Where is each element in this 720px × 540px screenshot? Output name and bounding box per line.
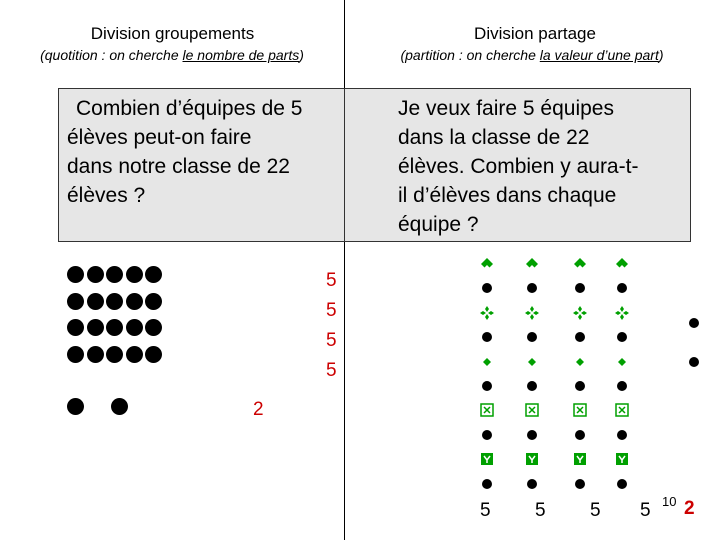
small-diamond-icon — [573, 355, 587, 369]
small-diamond-icon — [525, 355, 539, 369]
four-diamond-icon — [480, 306, 494, 320]
right-question-line: dans la classe de 22 — [398, 126, 590, 149]
student-dot — [482, 479, 492, 489]
left-subtitle-pre: (quotition : on cherche — [40, 47, 183, 63]
remainder-dot — [111, 398, 128, 415]
left-remainder: 2 — [253, 399, 264, 420]
student-dot — [617, 332, 627, 342]
right-title: Division partage — [474, 24, 596, 43]
student-dot — [87, 346, 104, 363]
student-dot — [527, 283, 537, 293]
right-remainder: 2 — [684, 498, 695, 519]
boxed-x-icon — [615, 403, 629, 417]
group-label: 5 — [326, 270, 337, 291]
left-question — [59, 89, 344, 210]
remainder-dot — [689, 357, 699, 367]
four-diamond-icon — [615, 306, 629, 320]
left-question-line: élèves ? — [67, 184, 146, 207]
diamond-arrow-icon — [615, 257, 629, 271]
right-question-line: équipe ? — [398, 213, 479, 236]
boxed-x-icon — [525, 403, 539, 417]
boxed-y-icon — [480, 452, 494, 466]
boxed-y-icon — [573, 452, 587, 466]
diamond-arrow-icon — [480, 257, 494, 271]
student-dot — [482, 430, 492, 440]
student-dot — [126, 293, 143, 310]
remainder-dot — [689, 318, 699, 328]
boxed-x-icon — [573, 403, 587, 417]
student-dot — [575, 479, 585, 489]
boxed-y-icon — [525, 452, 539, 466]
column-total: 5 — [535, 500, 546, 521]
student-dot — [482, 283, 492, 293]
student-dot — [145, 266, 162, 283]
column-total: 5 — [640, 500, 651, 521]
group-label: 5 — [326, 360, 337, 381]
left-question-line: Combien d’équipes de 5 — [76, 97, 303, 120]
student-dot — [527, 381, 537, 391]
student-dot — [106, 266, 123, 283]
student-dot — [575, 332, 585, 342]
right-question-line: Je veux faire 5 équipes — [398, 97, 614, 120]
small-diamond-icon — [480, 355, 494, 369]
student-dot — [482, 332, 492, 342]
left-subtitle-underlined: le nombre de parts — [182, 47, 300, 63]
student-dot — [527, 430, 537, 440]
student-dot — [617, 381, 627, 391]
right-question-box — [344, 88, 691, 242]
diamond-arrow-icon — [573, 257, 587, 271]
right-subtitle — [344, 47, 720, 63]
student-dot — [106, 319, 123, 336]
left-subtitle — [0, 47, 344, 63]
student-dot — [67, 346, 84, 363]
four-diamond-icon — [525, 306, 539, 320]
right-question — [345, 89, 690, 239]
left-group-labels — [326, 266, 337, 386]
student-dot — [482, 381, 492, 391]
student-dot — [106, 346, 123, 363]
left-subtitle-post: ) — [299, 47, 304, 63]
left-question-line: élèves peut-on faire — [67, 126, 252, 149]
page-number: 10 — [662, 494, 677, 509]
student-dot — [145, 293, 162, 310]
student-dot — [617, 479, 627, 489]
right-question-line: élèves. Combien y aura-t- — [398, 155, 639, 178]
student-dot — [67, 319, 84, 336]
left-question-box — [58, 88, 345, 242]
diamond-arrow-icon — [525, 257, 539, 271]
student-dot — [126, 266, 143, 283]
boxed-y-icon — [615, 452, 629, 466]
right-subtitle-pre: (partition : on cherche — [400, 47, 540, 63]
boxed-x-icon — [480, 403, 494, 417]
student-dot — [527, 332, 537, 342]
student-dot — [617, 430, 627, 440]
student-dot — [87, 293, 104, 310]
student-dot — [617, 283, 627, 293]
student-dot — [575, 381, 585, 391]
four-diamond-icon — [573, 306, 587, 320]
column-total: 5 — [590, 500, 601, 521]
student-dot — [67, 293, 84, 310]
student-dot — [527, 479, 537, 489]
student-dot — [106, 293, 123, 310]
student-dot — [575, 283, 585, 293]
group-label: 5 — [326, 330, 337, 351]
column-divider — [344, 0, 345, 540]
left-question-line: dans notre classe de 22 — [67, 155, 290, 178]
right-subtitle-post: ) — [658, 47, 664, 63]
student-dot — [575, 430, 585, 440]
right-question-line: il d’élèves dans chaque — [398, 184, 617, 207]
group-label: 5 — [326, 300, 337, 321]
student-dot — [126, 319, 143, 336]
left-title: Division groupements — [90, 24, 255, 43]
student-dot — [87, 266, 104, 283]
right-subtitle-underlined: la valeur d’une part — [539, 47, 659, 63]
student-dot — [67, 266, 84, 283]
student-dot — [126, 346, 143, 363]
remainder-dot — [67, 398, 84, 415]
student-dot — [145, 319, 162, 336]
small-diamond-icon — [615, 355, 629, 369]
student-dot — [87, 319, 104, 336]
column-total: 5 — [480, 500, 491, 521]
student-dot — [145, 346, 162, 363]
